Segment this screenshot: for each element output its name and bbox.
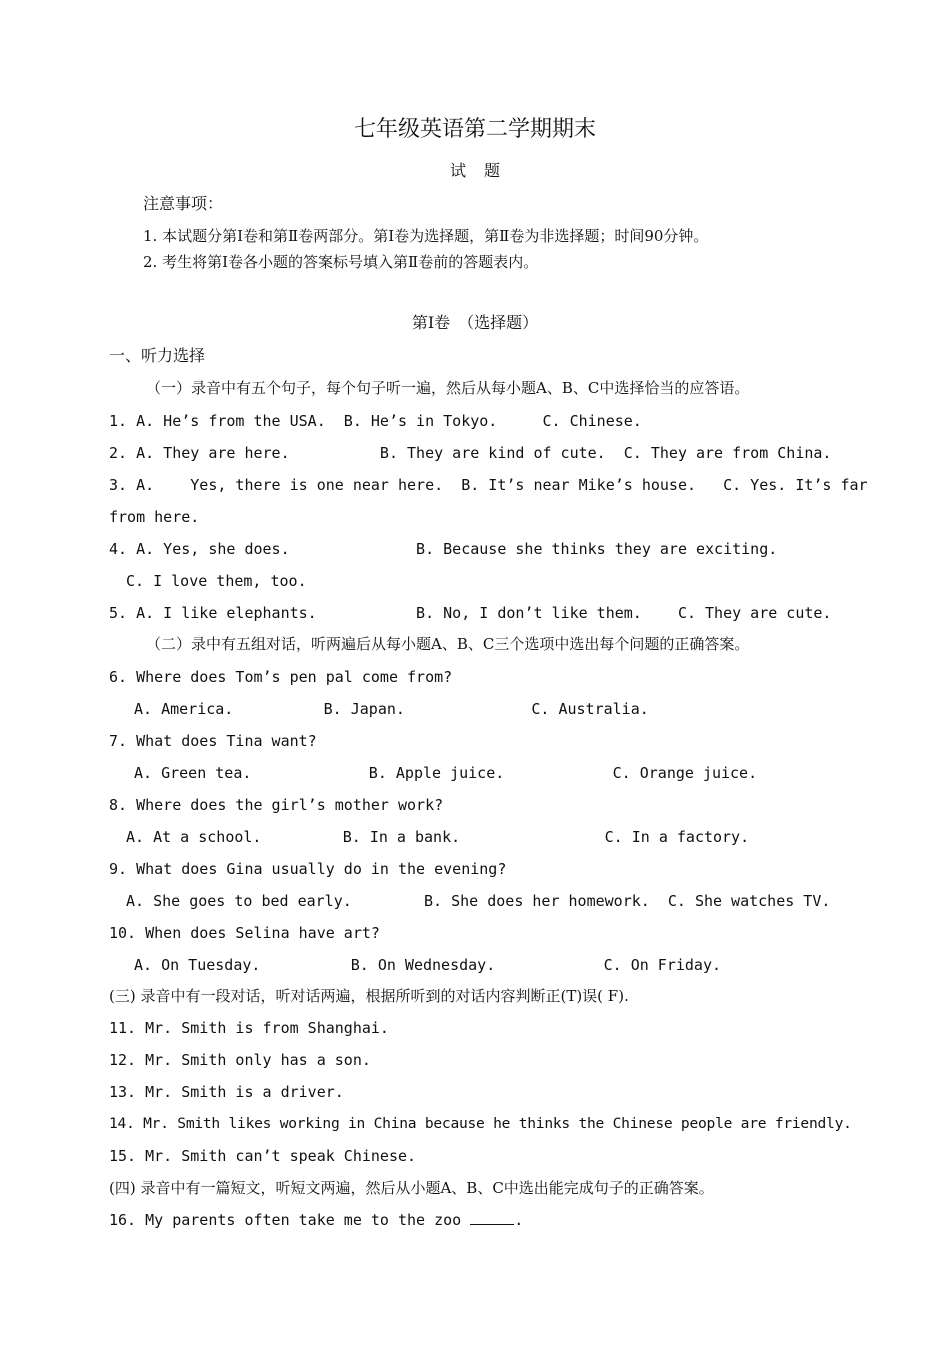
- question-8-options: A. At a school. B. In a bank. C. In a factory.: [126, 828, 750, 846]
- notice-item-1: 1. 本试题分第Ⅰ卷和第Ⅱ卷两部分。第Ⅰ卷为选择题，第Ⅱ卷为非选择题；时间90分钟。: [143, 227, 709, 245]
- question-1: 1. A. He’s from the USA. B. He’s in Tokyo. C. Chinese.: [109, 412, 642, 430]
- question-14: 14. Mr. Smith likes working in China because he thinks the Chinese people are friendly.: [109, 1115, 852, 1132]
- question-3: 3. A. Yes, there is one near here. B. It’s near Mike’s house. C. Yes. It’s far: [109, 476, 868, 494]
- question-3-continued: from here.: [109, 508, 200, 526]
- question-16-end: .: [514, 1211, 524, 1229]
- question-8: 8. Where does the girl’s mother work?: [109, 796, 444, 814]
- question-7-options: A. Green tea. B. Apple juice. C. Orange juice.: [134, 764, 758, 782]
- notice-item-2: 2. 考生将第Ⅰ卷各小题的答案标号填入第Ⅱ卷前的答题表内。: [143, 253, 539, 271]
- section-title: 第Ⅰ卷 （选择题）: [411, 313, 539, 332]
- answer-blank: [470, 1210, 514, 1225]
- question-11: 11. Mr. Smith is from Shanghai.: [109, 1019, 389, 1037]
- question-6: 6. Where does Tom’s pen pal come from?: [109, 668, 453, 686]
- question-15: 15. Mr. Smith can’t speak Chinese.: [109, 1147, 417, 1165]
- page-title: 七年级英语第二学期期末: [353, 117, 596, 142]
- page-subtitle: 试题: [449, 161, 518, 180]
- part4-instruction: (四) 录音中有一篇短文，听短文两遍，然后从小题A、B、C中选出能完成句子的正确答案。: [109, 1179, 714, 1197]
- question-6-options: A. America. B. Japan. C. Australia.: [134, 700, 649, 718]
- question-16: [109, 1210, 523, 1230]
- part2-instruction: （二）录中有五组对话，听两遍后从每小题A、B、C三个选项中选出每个问题的正确答案。: [146, 635, 750, 653]
- question-16-text: 16. My parents often take me to the zoo: [109, 1211, 471, 1229]
- question-10: 10. When does Selina have art?: [109, 924, 380, 942]
- question-12: 12. Mr. Smith only has a son.: [109, 1051, 371, 1069]
- question-7: 7. What does Tina want?: [109, 732, 317, 750]
- question-9: 9. What does Gina usually do in the evening?: [109, 860, 507, 878]
- question-5: 5. A. I like elephants. B. No, I don’t like them. C. They are cute.: [109, 604, 832, 622]
- question-13: 13. Mr. Smith is a driver.: [109, 1083, 344, 1101]
- question-2: 2. A. They are here. B. They are kind of cute. C. They are from China.: [109, 444, 832, 462]
- question-10-options: A. On Tuesday. B. On Wednesday. C. On Friday.: [134, 956, 721, 974]
- notice-heading: 注意事项：: [143, 194, 224, 213]
- question-9-options: A. She goes to bed early. B. She does her homework. C. She watches TV.: [126, 892, 831, 910]
- question-4-option-c: C. I love them, too.: [126, 572, 307, 590]
- part3-instruction: (三) 录音中有一段对话，听对话两遍，根据所听到的对话内容判断正(T)误( F).: [109, 987, 629, 1005]
- question-4: 4. A. Yes, she does. B. Because she thinks they are exciting.: [109, 540, 778, 558]
- part1-instruction: （一）录音中有五个句子，每个句子听一遍，然后从每小题A、B、C中选择恰当的应答语。: [146, 379, 750, 397]
- part-heading: 一、听力选择: [109, 346, 206, 365]
